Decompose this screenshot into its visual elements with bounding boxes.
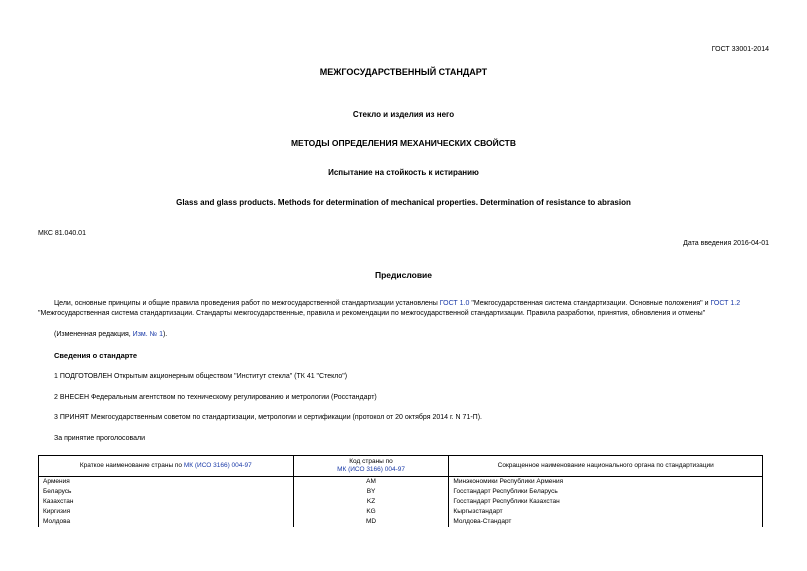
foreword-paragraph-line2: "Межгосударственная система стандартизации. Стандарты межгосударственные, правила и рекомендации по межгосударственной стандартизации. Правила разработки, принятия, обновления и отмены" — [38, 310, 706, 317]
table-row — [39, 487, 763, 497]
table-header-row — [39, 456, 763, 477]
column-header-code — [293, 456, 449, 477]
body-cell: Госстандарт Республики Беларусь — [449, 487, 763, 497]
info-item-3: 3 ПРИНЯТ Межгосударственным советом по стандартизации, метрологии и сертификации (протокол от 20 октября 2014 г. N 71-П). — [54, 414, 482, 421]
voted-label: За принятие проголосовали — [54, 435, 146, 442]
code-cell: BY — [293, 487, 449, 497]
mk-iso-3166-code-link[interactable]: МК (ИСО 3166) 004-97 — [337, 466, 405, 473]
foreword-text-b: "Межгосударственная система стандартизации. Основные положения" и — [469, 300, 711, 307]
foreword-paragraph-line1 — [54, 300, 740, 307]
info-item-2: 2 ВНЕСЕН Федеральным агентством по техническому регулированию и метрологии (Росстандарт) — [54, 394, 377, 401]
country-cell: Беларусь — [39, 487, 294, 497]
code-cell: KG — [293, 507, 449, 517]
gost-1-0-link[interactable]: ГОСТ 1.0 — [439, 300, 470, 307]
introduction-date: Дата введения 2016-04-01 — [683, 240, 769, 247]
country-cell: Киргизия — [39, 507, 294, 517]
info-item-1: 1 ПОДГОТОВЛЕН Открытым акционерным обществом "Институт стекла" (ТК 41 "Стекло") — [54, 373, 348, 380]
info-heading: Сведения о стандарте — [54, 351, 138, 360]
document-subtitle: Стекло и изделия из него — [352, 110, 455, 119]
gost-1-2-link[interactable]: ГОСТ 1.2 — [710, 300, 741, 307]
mks-code: МКС 81.040.01 — [38, 230, 86, 237]
table-row — [39, 507, 763, 517]
table-row — [39, 477, 763, 488]
column-header-code-text: Код страны по — [349, 458, 393, 465]
document-code: ГОСТ 33001-2014 — [711, 46, 769, 53]
amendment-note — [54, 331, 167, 338]
amendment-text-b: ). — [162, 331, 168, 338]
table-row — [39, 497, 763, 507]
table-row — [39, 517, 763, 527]
voting-states-table — [38, 455, 763, 527]
body-cell: Молдова-Стандарт — [449, 517, 763, 527]
country-cell: Армения — [39, 477, 294, 488]
column-header-country-text: Краткое наименование страны по — [79, 462, 184, 469]
document-title-part: Испытание на стойкость к истиранию — [328, 168, 479, 177]
body-cell: Минэкономики Республики Армения — [449, 477, 763, 488]
standard-type: МЕЖГОСУДАРСТВЕННЫЙ СТАНДАРТ — [319, 67, 488, 77]
country-cell: Молдова — [39, 517, 294, 527]
english-title: Glass and glass products. Methods for determination of mechanical properties. Determination of resistance to abrasion — [176, 198, 631, 207]
code-cell: MD — [293, 517, 449, 527]
document-title: МЕТОДЫ ОПРЕДЕЛЕНИЯ МЕХАНИЧЕСКИХ СВОЙСТВ — [290, 138, 517, 148]
foreword-heading: Предисловие — [374, 270, 433, 280]
foreword-text-a: Цели, основные принципы и общие правила проведения работ по межгосударственной стандартизации установлены — [54, 300, 440, 307]
body-cell: Кыргызстандарт — [449, 507, 763, 517]
body-cell: Госстандарт Республики Казахстан — [449, 497, 763, 507]
column-header-body: Сокращенное наименование национального органа по стандартизации — [449, 456, 763, 477]
column-header-country — [39, 456, 294, 477]
code-cell: KZ — [293, 497, 449, 507]
amendment-text-a: (Измененная редакция, — [54, 331, 133, 338]
country-cell: Казахстан — [39, 497, 294, 507]
amendment-1-link[interactable]: Изм. № 1 — [132, 331, 163, 338]
mk-iso-3166-link[interactable]: МК (ИСО 3166) 004-97 — [183, 462, 252, 469]
code-cell: AM — [293, 477, 449, 488]
